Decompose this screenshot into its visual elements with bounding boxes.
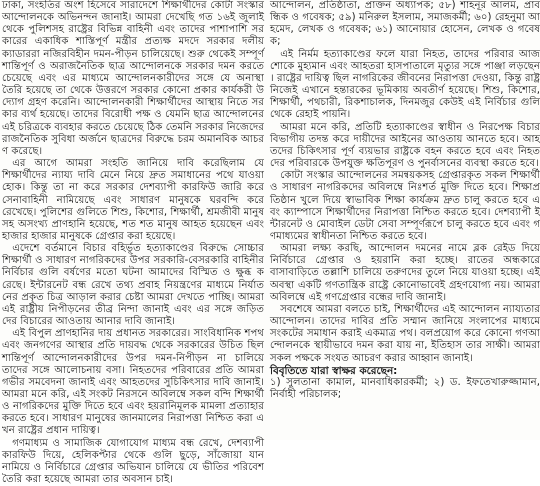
column-left [2, 0, 264, 486]
column-right [270, 0, 540, 440]
signatories-heading: বিবৃতিতে যারা স্বাক্ষর করেছেন: [270, 364, 398, 377]
paragraph: আমরা লক্ষ্য করছি, আন্দোলন দমনের নামে ব্লক রেইড দিয়ে নির্বিচারে গ্রেপ্তার ও হয়রানি করা হচ্ছে। রাতের অন্ধকারে বাসাবাড়িতে তল্লাশি চালিয়ে তরুণদের তুলে নিয়ে যাওয়া হচ্ছে। এই অবস্থা একটি গণতান্ত্রিক রাষ্ট্রে কোনোভাবেই গ্রহণযোগ্য নয়। আমরা অবিলম্বে এই গণগ্রেপ্তার বন্ধের দাবি জানাই। [270, 243, 540, 303]
paragraph: এই বিপুল প্রাণহানির দায় প্রধানত সরকারের। সাংবিধানিক শপথ এবং জনগণের আস্থার প্রতি দায়বদ্ধ থেকে সরকারের উচিত ছিল শান্তিপূর্ণ আন্দোলনকারীদের উপর দমন-নিপীড়ন না চালিয়ে তাদের সঙ্গে আলোচনায় বসা। নিহতদের পরিবারের প্রতি আমরা গভীর সমবেদনা জানাই এবং আহতদের সুচিকিৎসার দাবি জানাই। আমরা মনে করি, এই সংকট নিরসনে অবিলম্বে সকল বন্দি শিক্ষার্থী ও নাগরিকদের মুক্তি দিতে হবে এবং হয়রানিমূলক মামলা প্রত্যাহার করতে হবে। সাধারণ মানুষের জানমালের নিরাপত্তা নিশ্চিত করা এখন রাষ্ট্রের প্রধান দায়িত্ব। [2, 328, 264, 437]
signatory-list-fragment: আন্দোলন, প্রতিষ্ঠাতা, প্রাক্তন অধ্যাপক; ৫৮) শাহনূর আলম, প্রাবন্ধিক ও গবেষক; ৫৯) মনিরুল ইসলাম, সমাজকর্মী; ৬০) রেহনুমা আহমেদ, লেখক ও গবেষক; ৬১) আনোয়ার হোসেন, লেখক ও গবেষক; [270, 0, 540, 48]
paragraph: কোটা সংস্কার আন্দোলনের সমন্বয়কসহ গ্রেপ্তারকৃত সকল শিক্ষার্থী ও সাধারণ নাগরিকদের অবিলম্বে নিঃশর্ত মুক্তি দিতে হবে। শিক্ষাপ্রতিষ্ঠান খুলে দিয়ে স্বাভাবিক শিক্ষা কার্যক্রম দ্রুত চালু করতে হবে এবং ক্যাম্পাসে শিক্ষার্থীদের নিরাপত্তা নিশ্চিত করতে হবে। দেশব্যাপী ইন্টারনেট ও মোবাইল ডেটা সেবা সম্পূর্ণরূপে চালু করতে হবে এবং গণমাধ্যমের স্বাধীনতা নিশ্চিত করতে হবে। [270, 170, 540, 242]
paragraph: ঢাকা, সংহতির অংশ হিসেবে সারাদেশে শিক্ষার্থীদের কোটা সংস্কার আন্দোলনকে অভিনন্দন জানাই। আমরা দেখেছি গত ১৬ই জুলাই থেকে পুলিশসহ রাষ্ট্রের বিভিন্ন বাহিনী এবং তাদের পাশাপাশি সরকারের একাধিক শাস্তিপূর্ণ মন্ত্রীর প্রত্যক্ষ মদদে সরকার দলীয় ক্যাডাররা নজিরবিহীন দমন-পীড়ন চালিয়েছে। শুরু থেকেই সম্পূর্ণ শান্তিপূর্ণ ও অরাজনৈতিক ছাত্র আন্দোলনকে সরকার দমন করতে চেয়েছে এবং এর মাধ্যমে আন্দোলনকারীদের সঙ্গে যে অনাস্থা তৈরি হয়েছে তা থেকে উত্তরণে সরকার কোনো প্রকার কার্যকরী উদ্যোগ গ্রহণ করেনি। আন্দোলনকারী শিক্ষার্থীদের আস্থায় নিতে সরকার ব্যর্থ হয়েছে। তাদের বিরোধী পক্ষ ও যেমনি ছাত্র আন্দোলনের এই চরিত্রকে ব্যবহার করতে চেয়েছে ঠিক তেমনি সরকার নিজেদের রাজনৈতিক সুবিধা অর্জনে ছাত্রদের বিরুদ্ধে চরম অমানবিক আচরণ করেছে। [2, 0, 264, 157]
paragraph: গণমাধ্যম ও সামাজিক যোগাযোগ মাধ্যম বন্ধ রেখে, দেশব্যাপী কারফিউ দিয়ে, হেলিকপ্টার থেকে গুলি ছুড়ে, সাঁজোয়া যান নামিয়ে ও নির্বিচারে গ্রেপ্তার অভিযান চালিয়ে যে ভীতির পরিবেশ তৈরি করা হয়েছে আমরা তার অবসান চাই। [2, 437, 264, 486]
paragraph: এর আগে আমরা সংহতি জানিয়ে দাবি করেছিলাম যে শিক্ষার্থীদের ন্যায্য দাবি মেনে নিয়ে দ্রুত সমাধানের পথে যাওয়া হোক। কিন্তু তা না করে সরকার দেশব্যাপী কারফিউ জারি করে সেনাবাহিনী নামিয়েছে এবং সাধারণ মানুষকে ঘরবন্দি করে রেখেছে। পুলিশের গুলিতে শিশু, কিশোর, শিক্ষার্থী, শ্রমজীবী মানুষসহ অসংখ্য প্রাণহানি হয়েছে, শত শত মানুষ আহত হয়েছেন এবং হাজার হাজার মানুষকে গ্রেপ্তার করা হয়েছে। [2, 158, 264, 242]
paragraph: এদেশে বর্তমানে বিচার বহির্ভূত হত্যাকাণ্ডের বিরুদ্ধে সোচ্চার শিক্ষার্থী ও সাধারণ নাগরিকদের উপর সরকারি-বেসরকারি বাহিনীর নির্বিচার গুলি বর্ষণের মতো ঘটনা আমাদের বিস্মিত ও ক্ষুব্ধ করেছে। ইন্টারনেট বন্ধ রেখে তথ্য প্রবাহ নিয়ন্ত্রণের মাধ্যমে নির্যাতনের প্রকৃত চিত্র আড়াল করার চেষ্টা আমরা দেখতে পাচ্ছি। আমরা এই রাষ্ট্রীয় নিপীড়নের তীব্র নিন্দা জানাই এবং এর সঙ্গে জড়িতদের বিচারের আওতায় আনার দাবি জানাই। [2, 243, 264, 328]
paragraph: আমরা মনে করি, প্রতিটি হত্যাকাণ্ডের স্বাধীন ও নিরপেক্ষ বিচার বিভাগীয় তদন্ত করে দায়ীদের আইনের আওতায় আনতে হবে। আহতদের চিকিৎসার পূর্ণ ব্যয়ভার রাষ্ট্রকে বহন করতে হবে এবং নিহতদের পরিবারকে উপযুক্ত ক্ষতিপূরণ ও পুনর্বাসনের ব্যবস্থা করতে হবে। [270, 121, 540, 170]
paragraph: সবশেষে আমরা বলতে চাই, শিক্ষার্থীদের এই আন্দোলন ন্যায্যতার আন্দোলন। তাদের দাবির প্রতি সম্মান জানিয়ে সংলাপের মাধ্যমে সংকটের সমাধান করাই একমাত্র পথ। বলপ্রয়োগ করে কোনো গণআন্দোলনকে স্থায়ীভাবে দমন করা যায় না, ইতিহাস তার সাক্ষী। আমরা সকল পক্ষকে সংযত আচরণ করার আহ্বান জানাই। [270, 303, 540, 364]
signatories-list: ১) সুলতানা কামাল, মানবাধিকারকর্মী; ২) ড. ইফতেখারুজ্জামান, নির্বাহী পরিচালক; [270, 377, 540, 401]
paragraph: এই নির্মম হত্যাকাণ্ডের ফলে যারা নিহত, তাদের পরিবার আজ শোকে মুহ্যমান এবং আহতরা হাসপাতালে মৃত্যুর সঙ্গে পাঞ্জা লড়ছেন। রাষ্ট্রের দায়িত্ব ছিল নাগরিকের জীবনের নিরাপত্তা দেওয়া, কিন্তু রাষ্ট্র নিজেই এখানে হন্তারকের ভূমিকায় অবতীর্ণ হয়েছে। শিশু, কিশোর, শিক্ষার্থী, পথচারী, রিকশাচালক, দিনমজুর কেউই এই নির্বিচার গুলি থেকে রেহাই পায়নি। [270, 48, 540, 121]
text-columns [2, 0, 540, 486]
